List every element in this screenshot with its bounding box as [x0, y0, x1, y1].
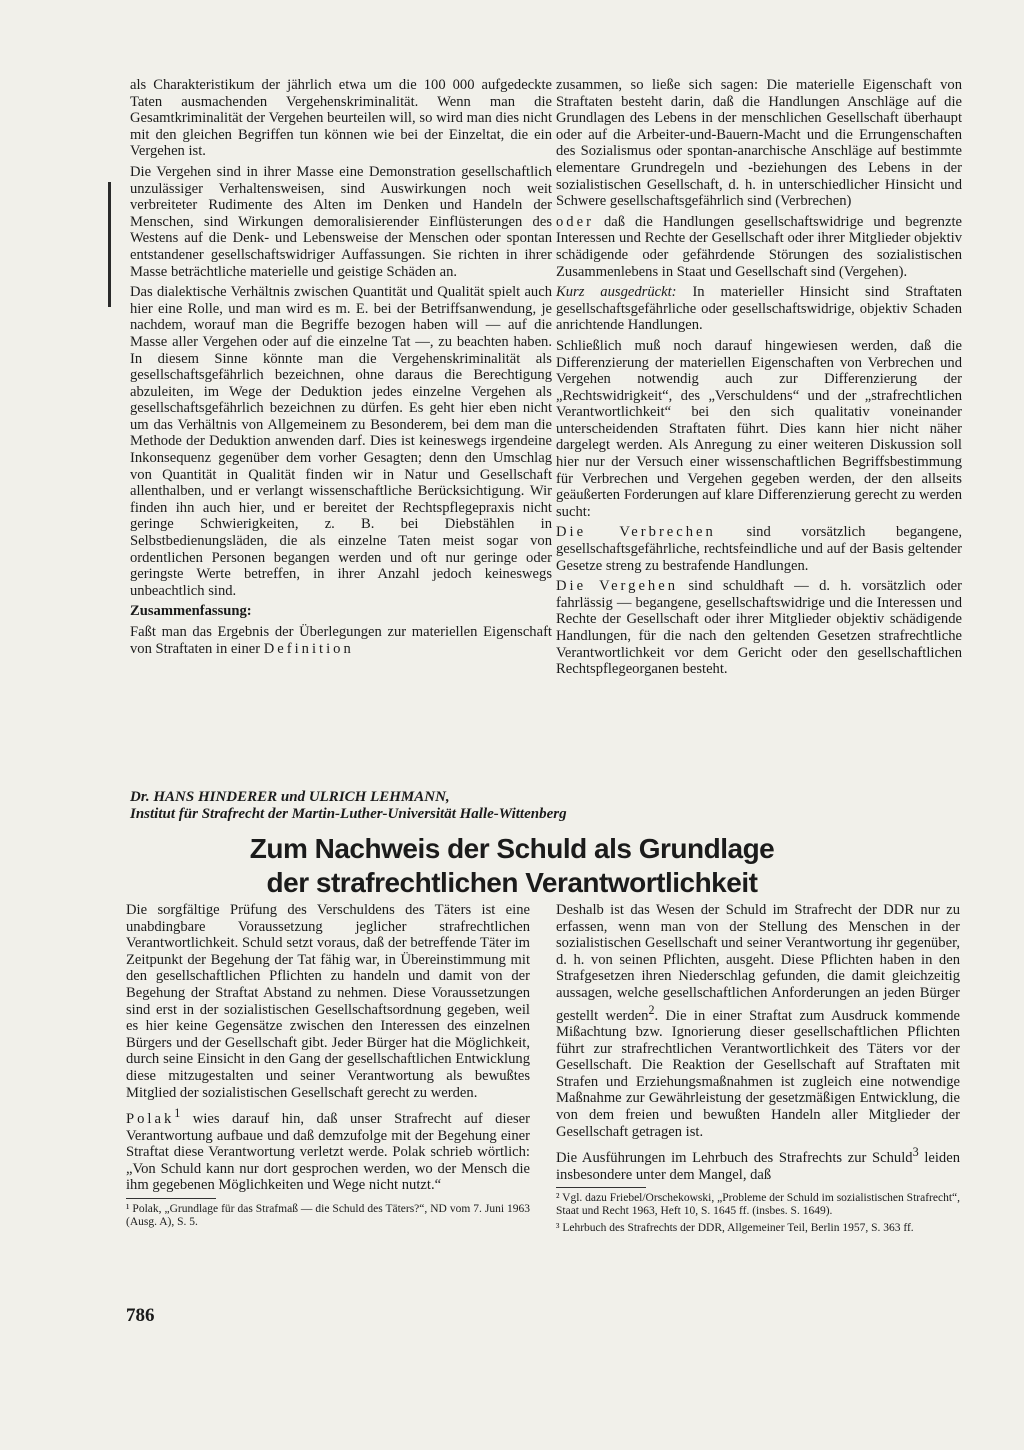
spaced-term-vergehen: Die Vergehen — [556, 578, 678, 595]
paragraph: Die sorgfältige Prüfung des Verschuldens des Täters ist eine unabdingbare Voraussetzung jeglicher strafrechtlichen Verantwortlichkeit. Schuld setzt voraus, daß der betreffende Täter im Zeitpunkt der Begehung der Tat fähig war, in Übereinstimmung mit den gesellschaftlichen Pflichten zu handeln und damit von der Begehung der Straftat Abstand zu nehmen. Diese Voraussetzungen sind erst in der sozialistischen Gesellschaftsordnung gegeben, weil es hier keine Gegensätze zwischen den Interessen des einzelnen Bürgers und der Gesellschaft gibt. Jeder Bürger hat die Möglichkeit, durch seine Einsicht in den Gang der gesellschaftlichen Entwicklung diese mitzugestalten und seiner Verantwortung als bewußtes Mitglied der sozialistischen Gesellschaft gerecht zu werden. — [126, 902, 530, 1101]
margin-mark — [108, 182, 111, 307]
top-left-column — [130, 77, 552, 661]
bottom-right-column — [556, 902, 960, 1239]
article-title — [130, 832, 894, 900]
page-number: 786 — [126, 1305, 155, 1326]
footnote-ref: 3 — [912, 1145, 919, 1160]
summary-text: Faßt man das Ergebnis der Überlegungen zur materiellen Eigenschaft von Straftaten in einer — [130, 624, 552, 657]
footnote-ref: 2 — [648, 1002, 655, 1017]
top-right-column — [556, 77, 962, 682]
paragraph — [556, 524, 962, 574]
spaced-word: oder — [556, 213, 594, 230]
paragraph-text: wies darauf hin, daß unser Strafrecht auf dieser Verantwortung aufbaue und daß demzufolge mit der Begehung einer Straftat diese Verantwortung verletzt werde. Polak schrieb wörtlich: „Von Schuld kann nur dort gesprochen werden, wo der Mensch die ihm gegebenen Möglichkeiten und Wege nicht nutzt.“ — [126, 1110, 530, 1194]
paragraph — [556, 902, 960, 1140]
footnote-rule — [556, 1187, 646, 1188]
footnote: ² Vgl. dazu Friebel/Orschekowski, „Probleme der Schuld im sozialistischen Strafrecht“, Staat und Recht 1963, Heft 10, S. 1645 ff. (insbes. S. 1649). — [556, 1192, 960, 1218]
footnote-rule — [126, 1198, 216, 1199]
paragraph-text: . Die in einer Straftat zum Ausdruck kommende Mißachtung bzw. Ignorierung dieser gesellschaftlichen Pflichten führt zur strafrechtlichen Verantwortlichkeit des Täters vor der Gesellschaft. Die Reaktion der Gesellschaft auf Straftaten mit Strafen und Erziehungsmaßnahmen ist zugleich eine notwendige Maßnahme zur Gewährleistung der gesetzmäßigen Entwicklung, die von dem freien und bewußten Handeln aller Mitglieder der Gesellschaft getragen ist. — [556, 1007, 960, 1140]
paragraph-text: Die Ausführungen im Lehrbuch des Strafrechts zur Schuld — [556, 1150, 913, 1167]
bottom-left-column — [126, 902, 530, 1233]
paragraph-text: leiden insbesondere unter dem Mangel, daß — [556, 1150, 960, 1183]
spaced-term-verbrechen: Die Verbrechen — [556, 524, 716, 541]
summary-spaced-word: Definition — [263, 640, 354, 657]
paragraph: Das dialektische Verhältnis zwischen Quantität und Qualität spielt auch hier eine Rolle, und man wird es m. E. bei der Betriffsanwendung, je nachdem, worauf man die Begriffe bezogen haben will — auf die Masse aller Vergehen oder auf die einzelne Tat —, zu beachten haben. In diesem Sinne könnte man die Vergehenskriminalität als gesellschaftsgefährlich bezeichnen, ohne daraus die Berechtigung abzuleiten, im Wege der Deduktion jedes einzelne Vergehen als gesellschaftsgefährlich bezeichnen zu dürfen. Es geht hier eben nicht um das Verhältnis von Allgemeinem zu Besonderem, bei dem man die Methode der Deduktion anwenden darf. Dies ist keineswegs irgendeine Inkonsequenz gegenüber dem vorher Gesagten; denn den Umschlag von Quantität in Qualität finden wir in Natur und Gesellschaft allenthalben, und er verlangt wissenschaftliche Berücksichtigung. Wir finden ihn auch hier, und er bereitet der Rechtspflegepraxis nicht geringe Schwierigkeiten, z. B. bei Diebstählen in Selbstbedienungsläden, die als einzelne Taten meist sogar von ordentlichen Personen begangen werden und oft nur geringe oder geringste Werte betreffen, in ihrer Anzahl jedoch keineswegs unbeachtlich sind. — [130, 284, 552, 599]
paragraph — [556, 578, 962, 678]
paragraph: als Charakteristikum der jährlich etwa um die 100 000 aufgedeckte Taten ausmachenden Vergehenskriminalität. Wenn man die Gesamtkriminalität der Vergehen beurteilen will, so wird man dies nicht mit den gleichen Begriffen tun können wie bei der Einzeltat, die ein Vergehen ist. — [130, 77, 552, 160]
authors-institute: Institut für Strafrecht der Martin-Luther-Universität Halle-Wittenberg — [130, 806, 567, 822]
paragraph-text: Deshalb ist das Wesen der Schuld im Strafrecht der DDR nur zu erfassen, wenn man von der Stellung des Menschen in der sozialistischen Gesellschaft und seiner Verantwortung ihr gegenüber, d. h. von seinen Pflichten, ausgeht. Diese Pflichten haben in den Strafgesetzen ihren Niederschlag gefunden, die damit gleichzeitig aussagen, welche gesellschaftlichen Anforderungen an jeden Bürger gestellt werden — [556, 902, 960, 1024]
summary-heading: Zusammenfassung: — [130, 603, 252, 620]
title-line: Zum Nachweis der Schuld als Grundlage — [249, 833, 775, 864]
authors-names: Dr. HANS HINDERER und ULRICH LEHMANN, — [130, 789, 450, 805]
paragraph — [556, 214, 962, 280]
authors-block — [130, 789, 930, 823]
summary-paragraph — [130, 624, 552, 657]
footnote: ³ Lehrbuch des Strafrechts der DDR, Allgemeiner Teil, Berlin 1957, S. 363 ff. — [556, 1222, 914, 1235]
footnote-ref: 1 — [174, 1106, 181, 1121]
paragraph: zusammen, so ließe sich sagen: Die materielle Eigenschaft von Straftaten besteht darin, daß die Handlungen Anschläge auf die Grundlagen des Lebens in der menschlichen Gesellschaft überhaupt oder auf die Arbeiter-und-Bauern-Macht und die Errungenschaften des Sozialismus oder spontan-anarchische Anschläge auf bestimmte elementare Grundregeln und -beziehungen des Lebens in der sozialistischen Gesellschaft, d. h. in unterschiedlicher Hinsicht und Schwere gesellschaftsgefährlich sind (Verbrechen) — [556, 77, 962, 210]
paragraph: Die Vergehen sind in ihrer Masse eine Demonstration gesellschaftlich unzulässiger Verhaltensweisen, sind Auswirkungen noch weit verbreiteter Rudimente des Alten im Denken und Handeln der Menschen, sind Wirkungen demoralisierender Einflüsterungen des Westens auf die Denk- und Lebensweise der Menschen oder spontan entstandener gesellschaftswidriger Auffassungen. Sie richten in ihrer Masse beträchtliche materielle und geistige Schäden an. — [130, 163, 552, 280]
italic-lead: Kurz ausgedrückt: — [556, 284, 677, 301]
paragraph-text: In materieller Hinsicht sind Straftaten gesellschaftsgefährliche oder gesellschaftswidrige, objektiv Schaden anrichtende Handlungen. — [556, 284, 962, 334]
spaced-name-polak: Polak — [126, 1110, 175, 1127]
paragraph — [556, 284, 962, 334]
title-line: der strafrechtlichen Verantwortlichkeit — [266, 867, 758, 898]
paragraph — [126, 1105, 530, 1194]
paragraph: Schließlich muß noch darauf hingewiesen werden, daß die Differenzierung der materiellen Eigenschaften von Verbrechen und Vergehen notwendig auch zur Differenzierung der „Rechtswidrigkeit“, des „Verschuldens“ und der „strafrechtlichen Verantwortlichkeit“ bei den sich qualitativ voneinander unterscheidenden Straftaten führt. Dies kann hier nicht näher dargelegt werden. Als Anregung zu einer weiteren Diskussion soll hier nur der Versuch einer wissenschaftlichen Begriffsbestimmung für Verbrechen und Vergehen gegeben werden, der den allseits geäußerten Forderungen auf klare Differenzierung gerecht zu werden sucht: — [556, 337, 962, 520]
paragraph-text: daß die Handlungen gesellschaftswidrige und begrenzte Interessen und Rechte der Gesellschaft oder ihrer Mitglieder objektiv schädigende oder gefährdende Störungen des sozialistischen Zusammenlebens in Staat und Gesellschaft sind (Vergehen). — [556, 213, 962, 280]
paragraph-text: sind schuldhaft — d. h. vorsätzlich oder fahrlässig — begangene, gesellschaftswidrige und die Interessen und Rechte der Gesellschaft oder ihrer Mitglieder objektiv schädigende Handlungen, für die nach den geltenden Gesetzen strafrechtliche Verantwortlichkeit vor dem Gericht oder den gesellschaftlichen Rechtspflegeorganen besteht. — [556, 578, 963, 678]
footnote: ¹ Polak, „Grundlage für das Strafmaß — die Schuld des Täters?“, ND vom 7. Juni 1963 (Ausg. A), S. 5. — [126, 1202, 530, 1228]
paragraph — [556, 1144, 960, 1183]
paragraph-text: sind vorsätzlich begangene, gesellschaftsgefährliche, rechtsfeindliche und auf der Basis geltender Gesetze streng zu bestrafende Handlungen. — [556, 524, 962, 574]
